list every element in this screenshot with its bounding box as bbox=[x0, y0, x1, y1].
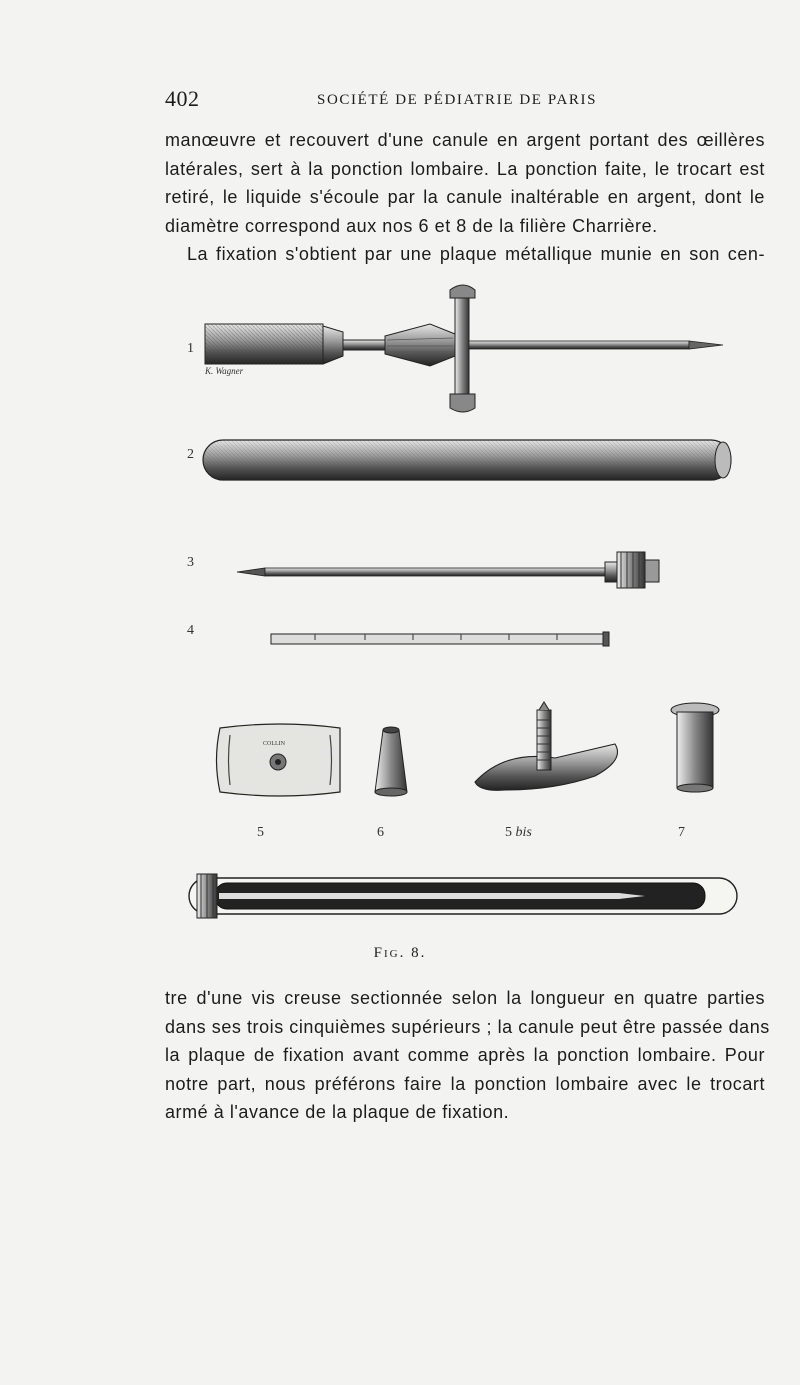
plate-with-screw bbox=[475, 702, 618, 790]
text-line: diamètre correspond aux nos 6 et 8 de la filière Charrière. bbox=[165, 215, 658, 236]
paragraph-top bbox=[165, 126, 765, 269]
text-line: retiré, le liquide s'écoule par la canule inaltérable en argent, dont le bbox=[165, 187, 765, 207]
text-line: armé à l'avance de la plaque de fixation. bbox=[165, 1102, 510, 1122]
figure-number-5: 5 bbox=[257, 825, 264, 840]
figure-number-3: 3 bbox=[187, 555, 194, 570]
figure-number-2: 2 bbox=[187, 447, 194, 462]
figure-number-6: 6 bbox=[377, 825, 384, 840]
instrument-figure bbox=[175, 280, 755, 940]
engraver-signature: K. Wagner bbox=[205, 366, 244, 376]
maker-mark: COLLIN bbox=[263, 741, 285, 747]
trocart-with-plate bbox=[205, 285, 723, 412]
case-tube bbox=[203, 440, 731, 480]
page-header bbox=[165, 86, 765, 116]
text-line: manœuvre et recouvert d'une canule en argent portant des œillères bbox=[165, 130, 765, 150]
figure-number-5bis: 5 bis bbox=[505, 825, 532, 840]
cap-piece bbox=[671, 703, 719, 792]
text-line: latérales, sert à la ponction lombaire. La ponction faite, le trocart est bbox=[165, 158, 765, 179]
text-line: la plaque de fixation avant comme après la ponction lombaire. Pour bbox=[165, 1045, 765, 1065]
glass-tube-assembly bbox=[189, 874, 737, 918]
figure-number-7: 7 bbox=[678, 825, 685, 840]
text-line: notre part, nous préférons faire la ponction lombaire avec le trocart bbox=[165, 1073, 765, 1094]
fixation-plate bbox=[217, 724, 341, 796]
needle-with-screw bbox=[237, 552, 659, 588]
cannula bbox=[271, 632, 609, 646]
text-line: tre d'une vis creuse sectionnée selon la longueur en quatre parties bbox=[165, 988, 765, 1008]
page-number: 402 bbox=[165, 86, 200, 111]
running-title: SOCIÉTÉ DE PÉDIATRIE DE PARIS bbox=[317, 92, 598, 108]
figure-caption: Fig. 8. bbox=[373, 945, 427, 961]
text-line: dans ses trois cinquièmes supérieurs ; la canule peut être passée dans bbox=[165, 1016, 770, 1037]
text-line: La fixation s'obtient par une plaque métallique munie en son cen- bbox=[187, 244, 765, 264]
figure-number-1: 1 bbox=[187, 341, 194, 356]
paragraph-bottom bbox=[165, 984, 770, 1127]
nut-piece bbox=[375, 727, 407, 796]
figure-number-4: 4 bbox=[187, 623, 194, 638]
